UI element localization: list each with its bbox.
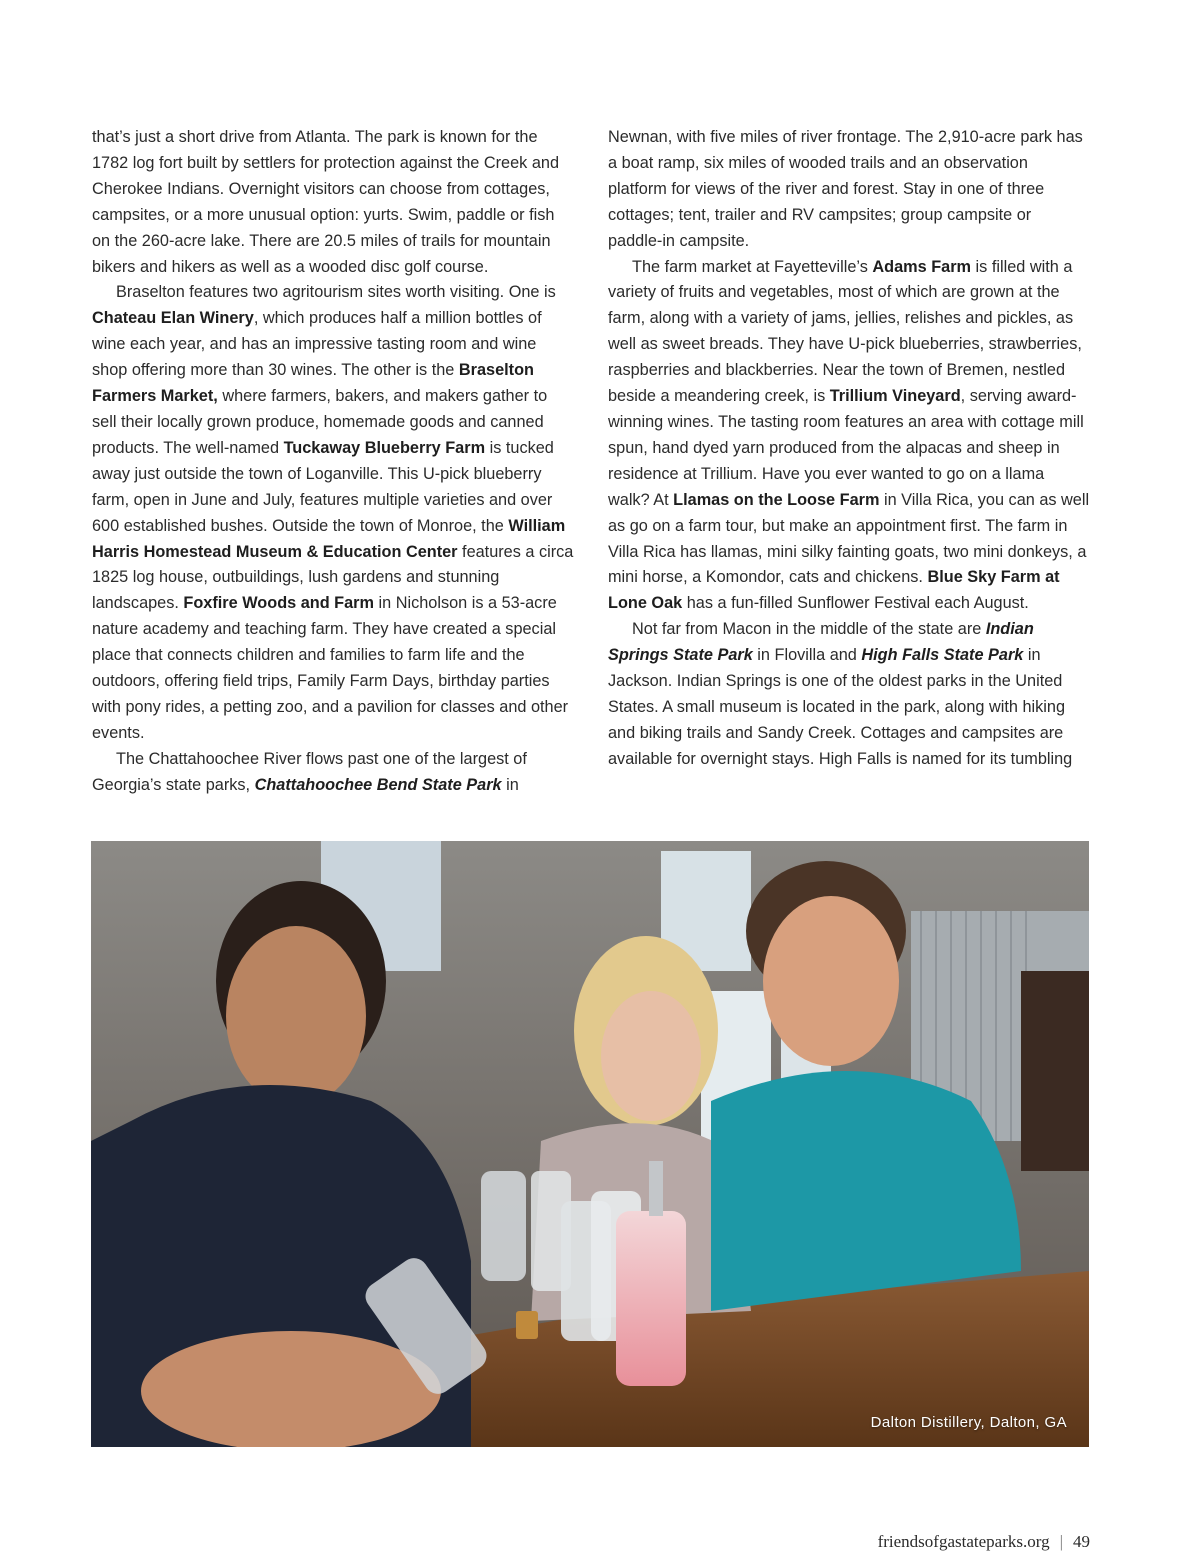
bartender-hands (141, 1331, 441, 1447)
paragraph-text: in Villa Rica, you can as well as go on a farm tour, but make an appointment first. The farm in Villa Rica has llamas, mini silky fainting goats, two mini donkeys, a mini horse, a Komondor, cats and chickens. (608, 490, 1090, 587)
paragraph-text: has a fun-filled Sunflower Festival each August. (682, 594, 1029, 613)
paragraph-text: , which produces half a million bottles of wine each year, and has an impressive tasting room and wine shop offering more than 30 wines. The other is the (92, 309, 542, 380)
paragraph-text: in Flovilla and (752, 646, 862, 665)
shot-glass (516, 1311, 538, 1339)
article-paragraph (92, 747, 574, 799)
place-name: William Harris Homestead Museum & Education Center (92, 516, 566, 561)
place-name: Braselton Farmers Market, (92, 361, 534, 406)
place-name: High Falls State Park (861, 646, 1024, 665)
paragraph-text: Newnan, with five miles of river frontage. The 2,910-acre park has a boat ramp, six miles of wooded trails and an observation platform for views of the river and forest. Stay in one of three cottages; tent, trailer and RV campsites; group campsite or paddle-in campsite. (608, 128, 1083, 250)
paragraph-text: where farmers, bakers, and makers gather to sell their locally grown produce, homemade goods and canned products. The well-named (92, 387, 548, 457)
paragraph-text: Braselton features two agritourism sites worth visiting. One is (116, 283, 556, 302)
place-name: Llamas on the Loose Farm (673, 490, 880, 509)
place-name: Chattahoochee Bend State Park (254, 775, 502, 794)
distillery-photo (91, 841, 1089, 1447)
photo-illustration (91, 841, 1089, 1447)
paragraph-text: that’s just a short drive from Atlanta. The park is known for the 1782 log fort built by settlers for protection against the Creek and Cherokee Indians. Overnight visitors can choose from cottages, campsites, or a more unusual option: yurts. Swim, paddle or fish on the 260-acre lake. There are 20.5 miles of trails for mountain bikers and hikers as well as a wooded disc golf course. (92, 128, 559, 276)
article-paragraph (92, 125, 574, 280)
paragraph-text: in Jackson. Indian Springs is one of the oldest parks in the United States. A small museum is located in the park, along with hiking and biking trails and Sandy Creek. Cottages and campsites are available for overnight stays. High Falls is named for its tumbling (608, 646, 1073, 768)
paragraph-text: , serving award-winning wines. The tasting room features an area with cottage mill spun, hand dyed yarn produced from the alpacas and sheep in residence at Trillium. Have you ever wanted to go on a llama walk? At (608, 387, 1084, 509)
paragraph-text: The farm market at Fayetteville’s (632, 257, 873, 276)
paragraph-text: is tucked away just outside the town of Loganville. This U-pick blueberry farm, open in June and July, features multiple varieties and over 600 established bushes. Outside the town of Monroe, the (92, 438, 554, 535)
page-number: 49 (1073, 1532, 1090, 1551)
article-paragraph (608, 617, 1090, 772)
paragraph-text: is filled with a variety of fruits and vegetables, most of which are grown at the farm, along with a variety of jams, jellies, relishes and pickles, as well as sweet breads. They have U-pick blueberries, strawberries, raspberries and blackberries. Near the town of Bremen, nestled beside a meandering creek, is (608, 257, 1082, 406)
article-paragraph (608, 255, 1090, 618)
article-paragraph (608, 125, 1090, 255)
paragraph-text: in Nicholson is a 53-acre nature academy and teaching farm. They have created a special place that connects children and families to farm life and the outdoors, offering field trips, Family Farm Days, birthday parties with pony rides, a petting zoo, and a pavilion for classes and other events. (92, 594, 569, 742)
woman-face (601, 991, 701, 1121)
place-name: Blue Sky Farm at Lone Oak (608, 568, 1060, 613)
paragraph-text: features a circa 1825 log house, outbuildings, lush gardens and stunning landscapes. (92, 542, 574, 613)
footer-separator: | (1059, 1532, 1063, 1551)
place-name: Tuckaway Blueberry Farm (283, 438, 486, 457)
right-text-column (608, 125, 1090, 773)
place-name: Chateau Elan Winery (92, 309, 254, 328)
website-url: friendsofgastateparks.org (877, 1532, 1050, 1551)
place-name: Adams Farm (872, 257, 972, 276)
paragraph-text: Not far from Macon in the middle of the state are (632, 620, 986, 639)
paragraph-text: The Chattahoochee River flows past one of the largest of Georgia’s state parks, (92, 749, 527, 794)
man-face (763, 896, 899, 1066)
bartender-face (226, 926, 366, 1106)
photo-caption: Dalton Distillery, Dalton, GA (870, 1414, 1067, 1431)
left-text-column (92, 125, 574, 799)
place-name: Foxfire Woods and Farm (183, 594, 374, 613)
page-footer (878, 1532, 1090, 1552)
door (1021, 971, 1089, 1171)
paragraph-text: in (501, 775, 519, 794)
man-sweater (711, 1071, 1021, 1311)
place-name: Trillium Vineyard (829, 387, 961, 406)
place-name: Indian Springs State Park (608, 620, 1034, 665)
article-paragraph (92, 280, 574, 746)
